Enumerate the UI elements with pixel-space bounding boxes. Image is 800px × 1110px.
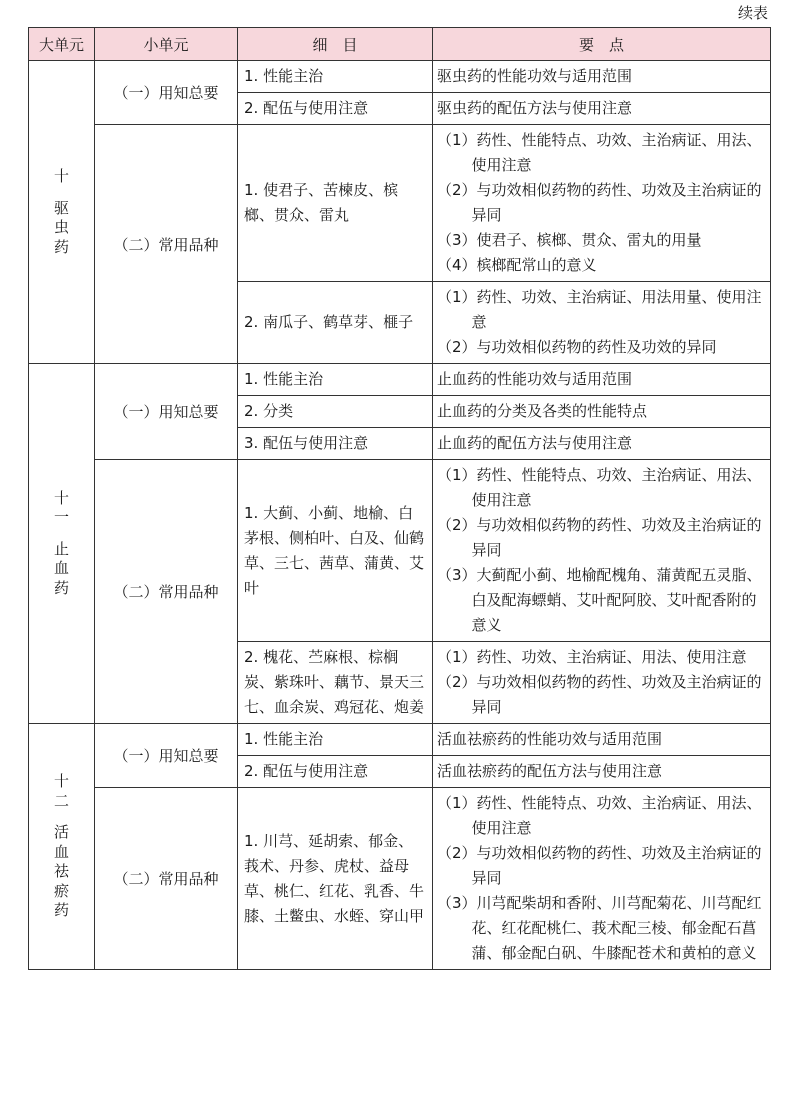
key-point-item: （1）药性、功效、主治病证、用法用量、使用注意	[437, 288, 762, 331]
detail-cell: 2. 配伍与使用注意	[238, 93, 433, 125]
key-point-item: （3）使君子、槟榔、贯众、雷丸的用量	[437, 231, 702, 249]
detail-cell: 1. 川芎、延胡索、郁金、莪术、丹参、虎杖、益母草、桃仁、红花、乳香、牛膝、土鳖虫、水蛭、穿山甲	[238, 788, 433, 970]
detail-cell: 3. 配伍与使用注意	[238, 428, 433, 460]
table-row	[29, 125, 771, 282]
key-point-item: （3）川芎配柴胡和香附、川芎配菊花、川芎配红花、红花配桃仁、莪术配三棱、郁金配石菖蒲、郁金配白矾、牛膝配苍术和黄柏的意义	[437, 894, 762, 962]
table-row	[29, 460, 771, 642]
header-minor-unit: 小单元	[95, 28, 238, 61]
key-point-item: 活血祛瘀药的配伍方法与使用注意	[437, 762, 663, 780]
key-point-item: （2）与功效相似药物的药性、功效及主治病证的异同	[437, 516, 762, 559]
key-points-cell	[433, 125, 771, 282]
key-points-cell	[433, 282, 771, 364]
spacer	[53, 187, 71, 199]
key-points-cell	[433, 724, 771, 756]
key-points-cell	[433, 788, 771, 970]
minor-unit-cell: （二）常用品种	[95, 125, 238, 364]
key-points-cell	[433, 396, 771, 428]
major-unit-number: 十 二	[53, 772, 69, 810]
key-point-item: （1）药性、性能特点、功效、主治病证、用法、使用注意	[437, 131, 762, 174]
key-point-item: 驱虫药的性能功效与适用范围	[437, 67, 633, 85]
header-key-points: 要 点	[433, 28, 771, 61]
key-points-cell	[433, 460, 771, 642]
key-point-item: （4）槟榔配常山的意义	[437, 256, 597, 274]
key-point-item: （1）药性、功效、主治病证、用法、使用注意	[437, 648, 747, 666]
major-unit-vertical-text	[53, 167, 71, 257]
key-points-cell	[433, 756, 771, 788]
minor-unit-cell: （二）常用品种	[95, 788, 238, 970]
table-row	[29, 364, 771, 396]
table-row	[29, 61, 771, 93]
detail-cell: 2. 槐花、苎麻根、棕榈炭、紫珠叶、藕节、景天三七、血余炭、鸡冠花、炮姜	[238, 642, 433, 724]
key-points-cell	[433, 61, 771, 93]
key-point-item: （3）大蓟配小蓟、地榆配槐角、蒲黄配五灵脂、白及配海螵蛸、艾叶配阿胶、艾叶配香附的意义	[437, 566, 762, 634]
minor-unit-cell: （一）用知总要	[95, 61, 238, 125]
major-unit-cell	[29, 61, 95, 364]
detail-cell: 2. 配伍与使用注意	[238, 756, 433, 788]
key-point-item: （1）药性、性能特点、功效、主治病证、用法、使用注意	[437, 466, 762, 509]
key-point-item: （2）与功效相似药物的药性、功效及主治病证的异同	[437, 673, 762, 716]
syllabus-table	[28, 27, 771, 970]
detail-cell: 2. 分类	[238, 396, 433, 428]
key-points-cell	[433, 93, 771, 125]
header-row	[29, 28, 771, 61]
minor-unit-cell: （二）常用品种	[95, 460, 238, 724]
detail-cell: 1. 大蓟、小蓟、地榆、白茅根、侧柏叶、白及、仙鹤草、三七、茜草、蒲黄、艾叶	[238, 460, 433, 642]
key-point-item: （2）与功效相似药物的药性及功效的异同	[437, 338, 717, 356]
minor-unit-cell: （一）用知总要	[95, 724, 238, 788]
key-point-item: （2）与功效相似药物的药性、功效及主治病证的异同	[437, 844, 762, 887]
minor-unit-cell: （一）用知总要	[95, 364, 238, 460]
header-major-unit: 大单元	[29, 28, 95, 61]
major-unit-cell	[29, 724, 95, 970]
major-unit-vertical-text	[53, 489, 71, 599]
key-point-item: （1）药性、性能特点、功效、主治病证、用法、使用注意	[437, 794, 762, 837]
major-unit-cell	[29, 364, 95, 724]
major-unit-name: 活 血 祛 瘀 药	[53, 823, 69, 920]
detail-cell: 1. 性能主治	[238, 364, 433, 396]
major-unit-name: 止 血 药	[53, 539, 69, 597]
key-point-item: 止血药的配伍方法与使用注意	[437, 434, 633, 452]
major-unit-number: 十	[53, 167, 69, 185]
key-points-cell	[433, 364, 771, 396]
header-detail: 细 目	[238, 28, 433, 61]
spacer	[53, 811, 71, 823]
key-point-item: （2）与功效相似药物的药性、功效及主治病证的异同	[437, 181, 762, 224]
detail-cell: 1. 性能主治	[238, 61, 433, 93]
key-point-item: 驱虫药的配伍方法与使用注意	[437, 99, 633, 117]
key-point-item: 活血祛瘀药的性能功效与适用范围	[437, 730, 663, 748]
key-points-cell	[433, 428, 771, 460]
table-row	[29, 788, 771, 970]
continued-caption: 续表	[737, 4, 768, 22]
detail-cell: 2. 南瓜子、鹤草芽、榧子	[238, 282, 433, 364]
major-unit-vertical-text	[53, 772, 71, 921]
major-unit-name: 驱 虫 药	[53, 198, 69, 256]
spacer	[53, 528, 71, 540]
detail-cell: 1. 使君子、苦楝皮、槟榔、贯众、雷丸	[238, 125, 433, 282]
table-body	[29, 61, 771, 970]
key-point-item: 止血药的分类及各类的性能特点	[437, 402, 648, 420]
key-points-cell	[433, 642, 771, 724]
major-unit-number: 十 一	[53, 488, 69, 527]
key-point-item: 止血药的性能功效与适用范围	[437, 370, 633, 388]
table-row	[29, 724, 771, 756]
detail-cell: 1. 性能主治	[238, 724, 433, 756]
